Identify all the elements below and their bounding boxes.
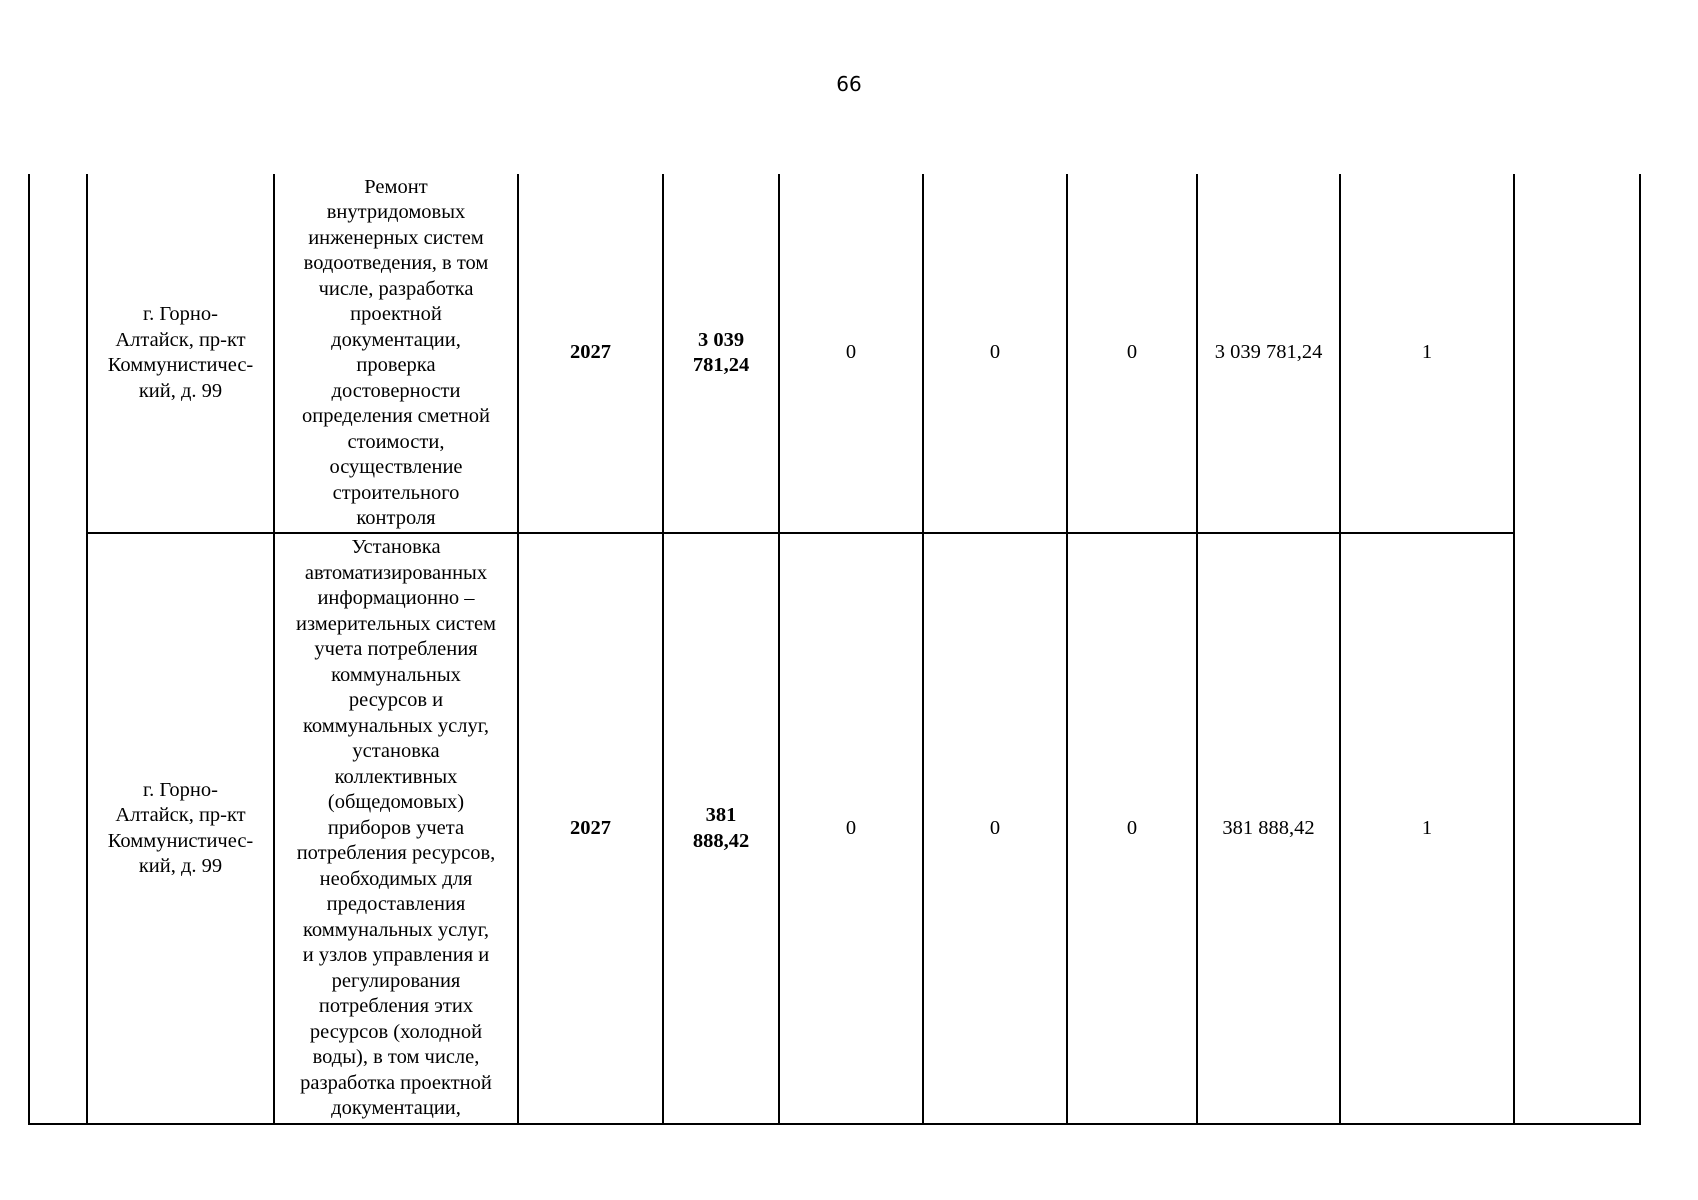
count-cell: 1 — [1340, 533, 1514, 1124]
work-line: контроля — [356, 507, 436, 529]
work-line: стоимости, — [347, 430, 445, 453]
address-line: кий, д. 99 — [138, 855, 223, 877]
work-line: и узлов управления и — [302, 944, 490, 967]
total-cost-line: 781,24 — [692, 354, 750, 376]
work-line: потребления этих — [318, 995, 474, 1018]
work-line: коммунальных услуг, — [303, 918, 489, 941]
work-description-cell — [274, 174, 518, 533]
work-line: ресурсов (холодной — [309, 1020, 483, 1043]
works-table — [28, 174, 1641, 1125]
value-cell: 0 — [923, 174, 1067, 533]
value-cell: 0 — [779, 533, 923, 1124]
value-cell: 0 — [1067, 533, 1197, 1124]
address-line: Коммунистичес- — [107, 354, 254, 376]
address-line: Коммунистичес- — [107, 829, 254, 852]
value-cell: 0 — [779, 174, 923, 533]
work-line: определения сметной — [302, 405, 490, 427]
value-cell: 0 — [1067, 174, 1197, 533]
address-cell — [87, 174, 274, 533]
work-line: документации, — [331, 328, 461, 351]
work-line: коллективных — [334, 765, 458, 788]
address-line: Алтайск, пр-кт — [115, 328, 246, 351]
row-number-cell — [29, 174, 87, 1124]
work-line: разработка проектной — [300, 1071, 492, 1094]
work-line: информационно – — [317, 587, 475, 610]
value-cell: 3 039 781,24 — [1197, 174, 1340, 533]
work-line: необходимых для — [319, 867, 473, 890]
work-line: учета потребления — [314, 638, 478, 661]
work-line: установка — [352, 740, 440, 763]
work-line: внутридомовых — [326, 201, 466, 223]
work-line: ресурсов и — [348, 689, 444, 712]
year-cell: 2027 — [518, 533, 663, 1124]
work-line: коммунальных услуг, — [303, 714, 489, 737]
address-line: г. Горно- — [143, 303, 218, 325]
work-line: Ремонт — [364, 175, 428, 198]
total-cost-line: 381 — [705, 804, 737, 826]
work-line: потребления ресурсов, — [296, 842, 496, 865]
work-line: Установка — [351, 536, 441, 559]
work-line: (общедомовых) — [327, 791, 465, 814]
year-cell: 2027 — [518, 174, 663, 533]
total-cost-cell — [663, 533, 779, 1124]
address-line: Алтайск, пр-кт — [115, 804, 246, 826]
total-cost-line: 888,42 — [692, 829, 750, 852]
work-line: измерительных систем — [295, 612, 497, 635]
value-cell: 0 — [923, 533, 1067, 1124]
address-cell — [87, 533, 274, 1124]
work-line: предоставления — [326, 893, 466, 916]
count-cell: 1 — [1340, 174, 1514, 533]
work-line: проверка — [356, 354, 436, 376]
work-line: достоверности — [331, 379, 461, 402]
work-line: числе, разработка — [318, 277, 474, 300]
work-line: документации, — [331, 1097, 461, 1120]
work-line: приборов учета — [327, 816, 465, 839]
work-description-cell — [274, 533, 518, 1124]
table-row — [29, 533, 1640, 1124]
work-line: строительного — [332, 481, 460, 504]
work-line: водоотведения, в том — [303, 252, 489, 274]
table-row — [29, 174, 1640, 533]
work-line: коммунальных — [331, 663, 461, 686]
address-line: кий, д. 99 — [138, 379, 223, 402]
total-cost-cell — [663, 174, 779, 533]
work-line: осуществление — [329, 456, 463, 478]
address-line: г. Горно- — [143, 778, 218, 801]
work-line: проектной — [350, 303, 442, 325]
work-line: инженерных систем — [308, 226, 484, 249]
page-number: 66 — [836, 72, 862, 96]
empty-cell — [1514, 174, 1640, 1124]
work-line: автоматизированных — [304, 561, 488, 584]
total-cost-line: 3 039 — [697, 328, 745, 351]
value-cell: 381 888,42 — [1197, 533, 1340, 1124]
work-line: воды), в том числе, — [312, 1046, 480, 1069]
work-line: регулирования — [331, 969, 461, 992]
